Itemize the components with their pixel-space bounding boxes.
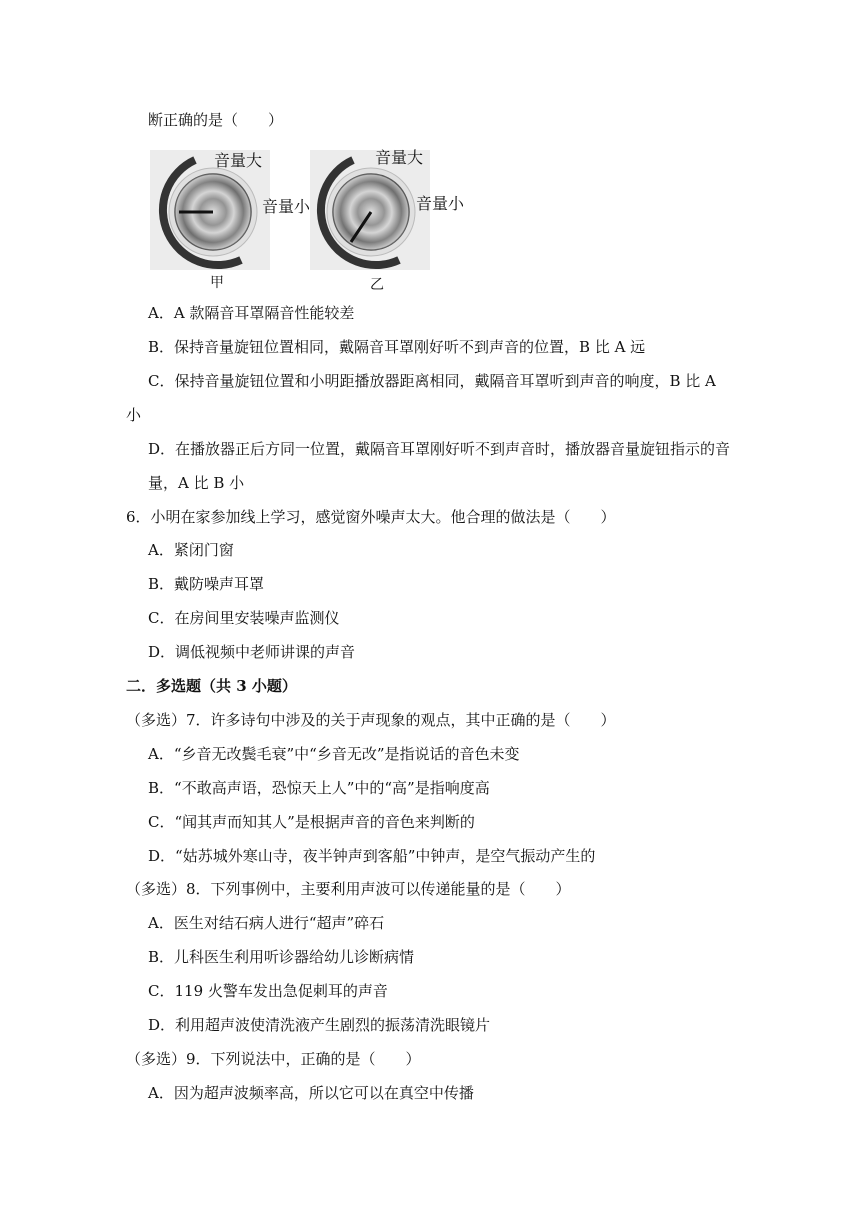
- right-knob-caption: 乙: [370, 277, 384, 293]
- q6-option: A．紧闭门窗: [148, 541, 234, 559]
- q9-option: A．因为超声波频率高，所以它可以在真空中传播: [148, 1084, 474, 1102]
- q5-option-c: C．保持音量旋钮位置和小明距播放器距离相同，戴隔音耳罩听到声音的响度，B 比 A: [148, 372, 716, 390]
- q6-stem: 6．小明在家参加线上学习，感觉窗外噪声太大。他合理的做法是（ ）: [126, 508, 616, 526]
- q6-option: C．在房间里安装噪声监测仪: [148, 609, 340, 627]
- q8-stem: （多选）8．下列事例中，主要利用声波可以传递能量的是（ ）: [126, 880, 571, 898]
- q9-stem: （多选）9．下列说法中，正确的是（ ）: [126, 1050, 421, 1068]
- q6-option: D．调低视频中老师讲课的声音: [148, 643, 356, 661]
- q7-option: B．“不敢高声语，恐惊天上人”中的“高”是指响度高: [148, 779, 490, 797]
- q8-option: A．医生对结石病人进行“超声”碎石: [148, 914, 385, 932]
- right-knob-min-label: 音量小: [416, 194, 465, 213]
- q8-option: C．119 火警车发出急促刺耳的声音: [148, 982, 388, 1000]
- q7-option: C．“闻其声而知其人”是根据声音的音色来判断的: [148, 813, 475, 831]
- left-knob-caption: 甲: [210, 275, 224, 291]
- q7-stem: （多选）7．许多诗句中涉及的关于声现象的观点，其中正确的是（ ）: [126, 711, 616, 729]
- q6-option: B．戴防噪声耳罩: [148, 575, 265, 593]
- q5-option-c-cont: 小: [126, 406, 142, 424]
- q5-option-d: D．在播放器正后方同一位置，戴隔音耳罩刚好听不到声音时，播放器音量旋钮指示的音: [148, 440, 731, 458]
- q7-option: A．“乡音无改鬓毛衰”中“乡音无改”是指说话的音色未变: [148, 745, 520, 763]
- q8-option: B．儿科医生利用听诊器给幼儿诊断病情: [148, 948, 415, 966]
- q5-option-a: A．A 款隔音耳罩隔音性能较差: [148, 304, 355, 322]
- q5-option-d-cont: 量，A 比 B 小: [148, 474, 245, 492]
- volume-knobs-illustration: [150, 142, 480, 294]
- q5-stem-tail: 断正确的是（ ）: [148, 111, 284, 129]
- right-knob-max-label: 音量大: [375, 148, 424, 167]
- left-knob-max-label: 音量大: [214, 151, 263, 170]
- volume-knob-figure: [150, 142, 480, 294]
- left-knob-min-label: 音量小: [262, 197, 311, 216]
- q5-option-b: B．保持音量旋钮位置相同，戴隔音耳罩刚好听不到声音的位置，B 比 A 远: [148, 338, 646, 356]
- section-title: 二．多选题（共 3 小题）: [126, 677, 297, 695]
- q8-option: D．利用超声波使清洗液产生剧烈的振荡清洗眼镜片: [148, 1016, 491, 1034]
- q7-option: D．“姑苏城外寒山寺，夜半钟声到客船”中钟声，是空气振动产生的: [148, 847, 596, 865]
